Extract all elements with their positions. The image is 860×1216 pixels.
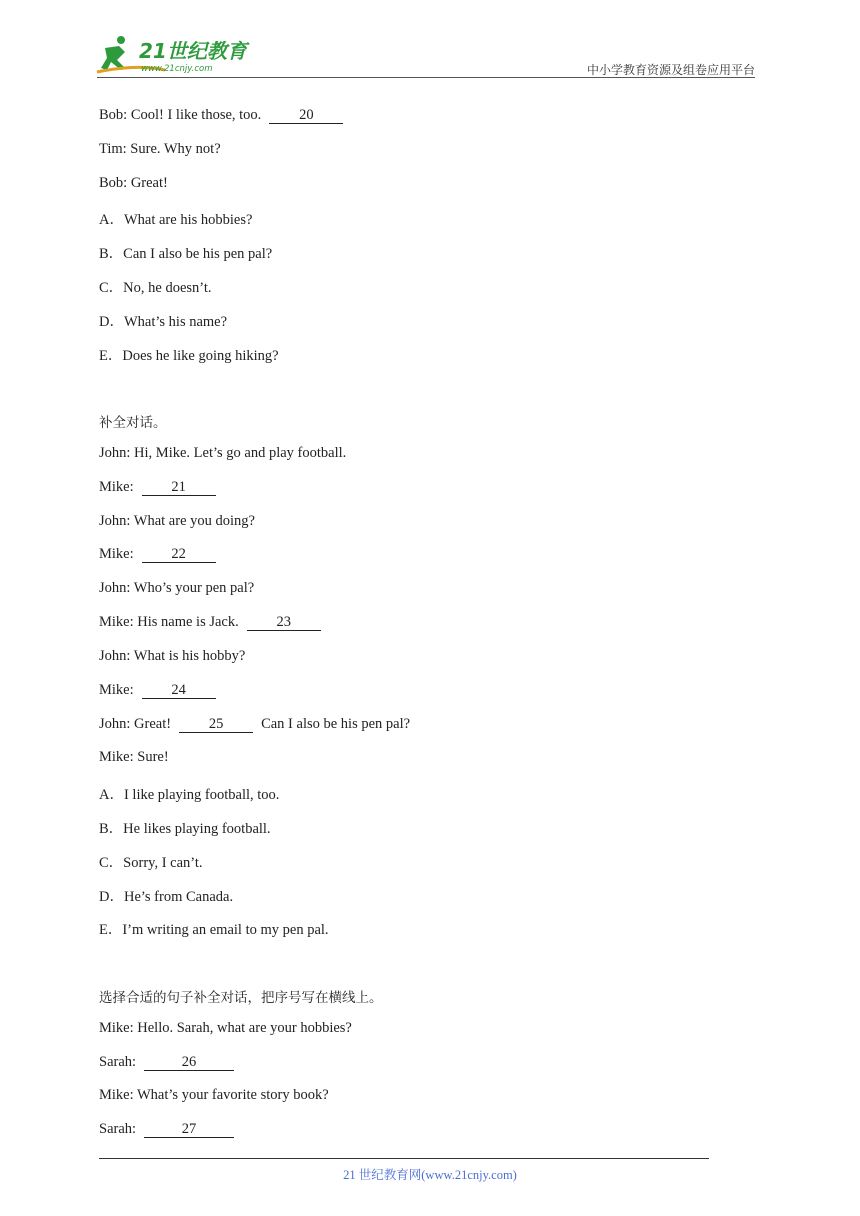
answer-blank-20[interactable]: 20: [269, 108, 343, 124]
option-b: B．Can I also be his pen pal?: [99, 246, 273, 262]
answer-blank-24[interactable]: 24: [142, 683, 216, 699]
dialogue-line: John: Great! 25 Can I also be his pen pal?: [99, 716, 411, 732]
dialogue-line: John: Hi, Mike. Let’s go and play football.: [99, 445, 347, 461]
answer-blank-25[interactable]: 25: [179, 717, 253, 733]
header-divider: [97, 77, 755, 78]
answer-blank-21[interactable]: 21: [142, 480, 216, 496]
answer-blank-23[interactable]: 23: [247, 615, 321, 631]
platform-title: 中小学教育资源及组卷应用平台: [586, 63, 755, 77]
dialogue-line: Sarah: 26: [99, 1054, 234, 1071]
option-a: A．What are his hobbies?: [99, 212, 253, 228]
option-d: D．What’s his name?: [99, 314, 228, 330]
dialogue-line: John: What is his hobby?: [99, 648, 246, 664]
option-c: C．Sorry, I can’t.: [99, 855, 203, 871]
footer-link[interactable]: 21 世纪教育网(www.21cnjy.com): [343, 1168, 517, 1182]
footer-divider: [99, 1158, 709, 1159]
dialogue-line: Tim: Sure. Why not?: [99, 141, 221, 157]
option-c: C．No, he doesn’t.: [99, 280, 212, 296]
page-header: [0, 0, 860, 80]
section-instruction: 选择合适的句子补全对话，把序号写在横线上。: [99, 990, 383, 1006]
dialogue-line: Mike: 24: [99, 682, 216, 699]
svg-text:21世纪教育: 21世纪教育: [139, 39, 247, 63]
dialogue-line: Sarah: 27: [99, 1121, 234, 1138]
dialogue-line: Bob: Cool! I like those, too. 20: [99, 107, 343, 124]
dialogue-line: Mike: 21: [99, 479, 216, 496]
site-logo[interactable]: [95, 34, 260, 76]
option-e: E．I’m writing an email to my pen pal.: [99, 922, 329, 938]
dialogue-line: Mike: What’s your favorite story book?: [99, 1087, 329, 1103]
option-a: A．I like playing football, too.: [99, 787, 280, 803]
dialogue-line: John: What are you doing?: [99, 513, 255, 529]
answer-blank-26[interactable]: 26: [144, 1055, 234, 1071]
option-b: B．He likes playing football.: [99, 821, 271, 837]
dialogue-line: Bob: Great!: [99, 175, 168, 191]
dialogue-line: Mike: His name is Jack. 23: [99, 614, 321, 631]
svg-text:www.21cnjy.com: www.21cnjy.com: [141, 64, 213, 74]
section-instruction: 补全对话。: [99, 415, 167, 431]
answer-blank-22[interactable]: 22: [142, 547, 216, 563]
dialogue-line: Mike: Hello. Sarah, what are your hobbies?: [99, 1020, 352, 1036]
runner-logo-icon: [95, 34, 260, 76]
option-e: E．Does he like going hiking?: [99, 348, 279, 364]
dialogue-line: John: Who’s your pen pal?: [99, 580, 255, 596]
dialogue-line: Mike: 22: [99, 546, 216, 563]
dialogue-line: Mike: Sure!: [99, 749, 169, 765]
answer-blank-27[interactable]: 27: [144, 1122, 234, 1138]
option-d: D．He’s from Canada.: [99, 889, 234, 905]
